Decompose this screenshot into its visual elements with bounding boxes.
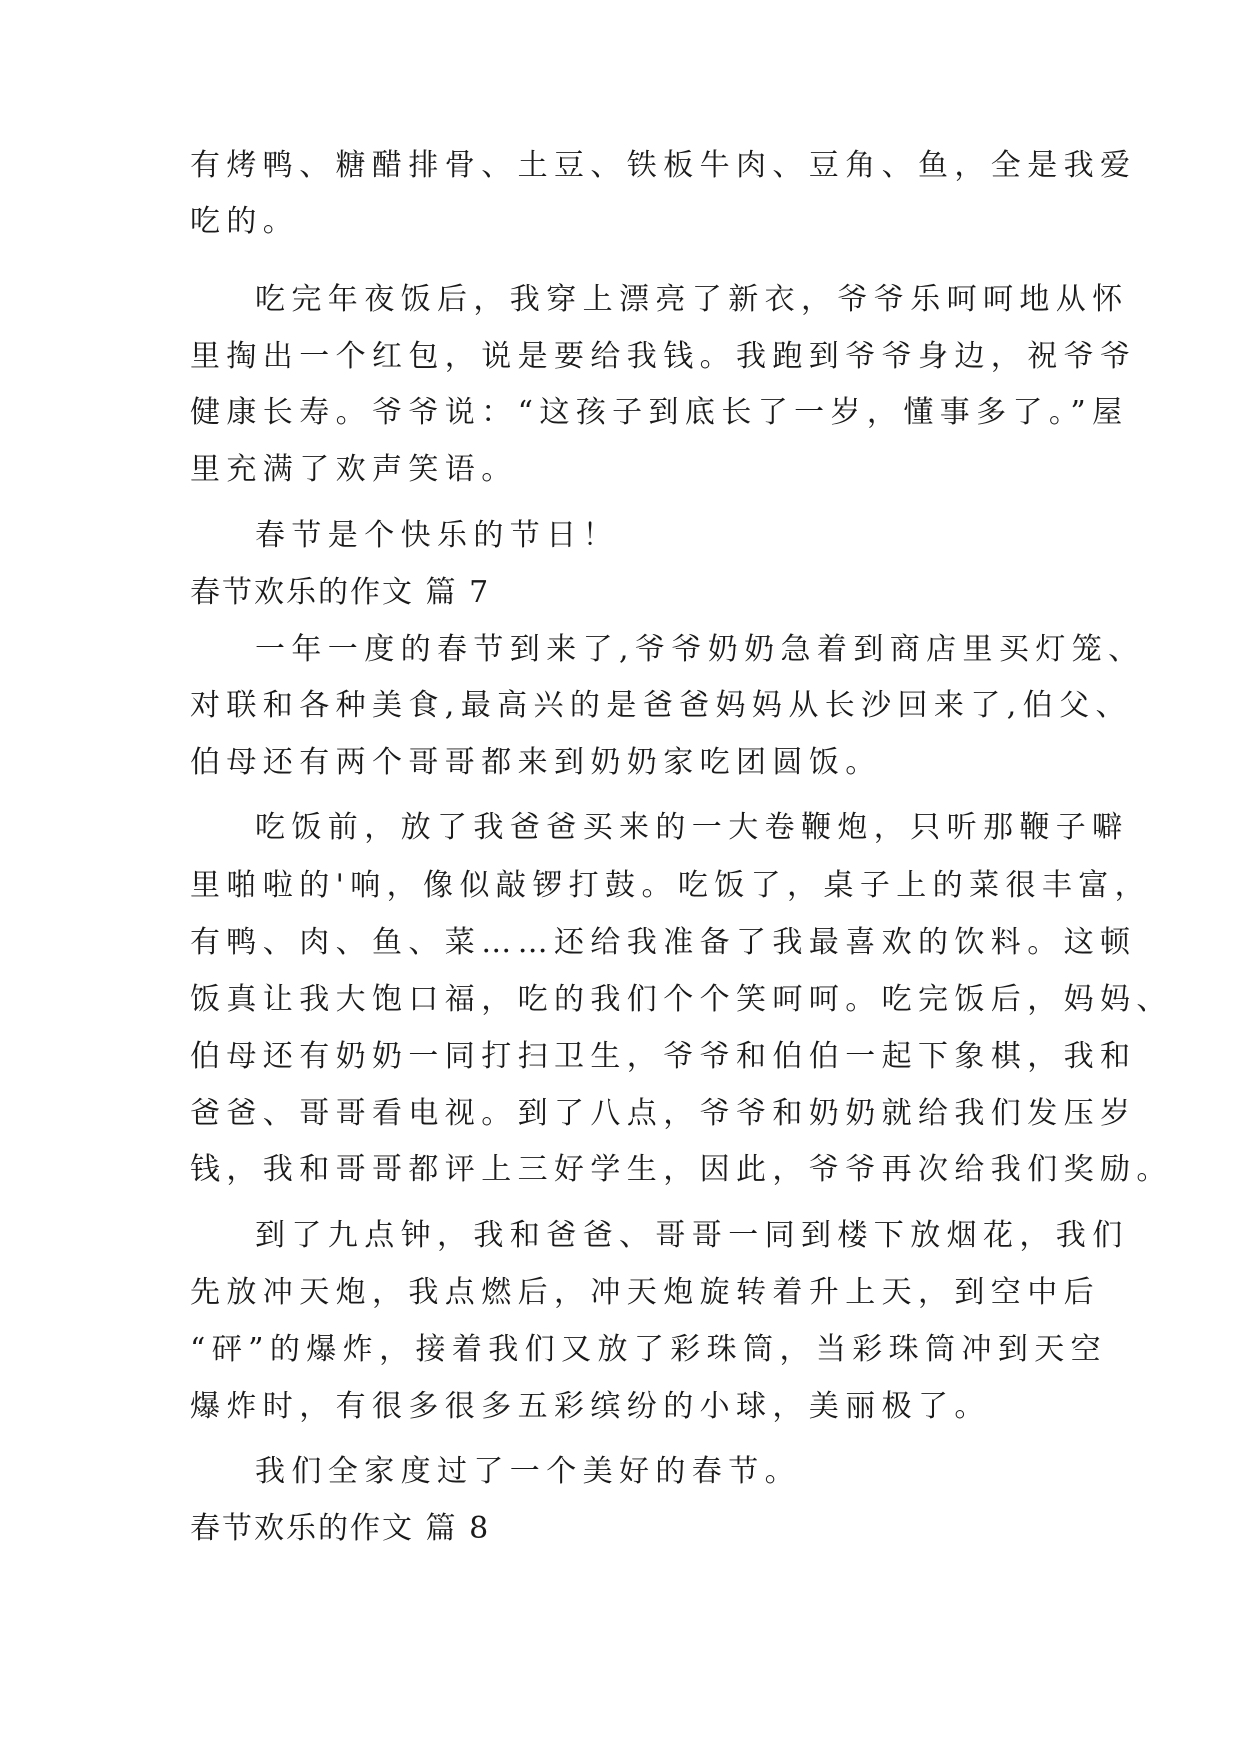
paragraph-line: 里充满了欢声笑语。: [190, 452, 518, 487]
paragraph-line: 吃的。: [190, 204, 300, 239]
paragraph-line: 有烤鸭、糖醋排骨、土豆、铁板牛肉、豆角、鱼，全是我爱: [190, 148, 1137, 183]
paragraph-line: 春节是个快乐的节日！: [255, 518, 619, 553]
paragraph-line: 里掏出一个红包，说是要给我钱。我跑到爷爷身边，祝爷爷: [190, 339, 1137, 374]
section-heading: 春节欢乐的作文 篇 8: [190, 1511, 491, 1546]
paragraph-line: 到了九点钟，我和爸爸、哥哥一同到楼下放烟花，我们: [255, 1218, 1129, 1253]
paragraph-line: 吃完年夜饭后，我穿上漂亮了新衣，爷爷乐呵呵地从怀: [255, 282, 1129, 317]
paragraph-line: 健康长寿。爷爷说：“这孩子到底长了一岁，懂事多了。”屋: [190, 395, 1129, 430]
paragraph-line: 里啪啦的'响，像似敲锣打鼓。吃饭了，桌子上的菜很丰富，: [190, 868, 1152, 903]
paragraph-line: 饭真让我大饱口福，吃的我们个个笑呵呵。吃完饭后，妈妈、: [190, 982, 1173, 1017]
paragraph-line: 一年一度的春节到来了,爷爷奶奶急着到商店里买灯笼、: [255, 632, 1145, 667]
paragraph-line: 先放冲天炮，我点燃后，冲天炮旋转着升上天，到空中后: [190, 1275, 1100, 1310]
section-heading: 春节欢乐的作文 篇 7: [190, 575, 491, 610]
paragraph-line: 伯母还有奶奶一同打扫卫生，爷爷和伯伯一起下象棋，我和: [190, 1039, 1137, 1074]
paragraph-line: “砰”的爆炸，接着我们又放了彩珠筒，当彩珠筒冲到天空: [190, 1332, 1108, 1367]
paragraph-line: 对联和各种美食,最高兴的是爸爸妈妈从长沙回来了,伯父、: [190, 688, 1132, 723]
paragraph-line: 爸爸、哥哥看电视。到了八点，爷爷和奶奶就给我们发压岁: [190, 1096, 1137, 1131]
paragraph-line: 我们全家度过了一个美好的春节。: [255, 1454, 801, 1489]
paragraph-line: 伯母还有两个哥哥都来到奶奶家吃团圆饭。: [190, 745, 882, 780]
paragraph-line: 爆炸时，有很多很多五彩缤纷的小球，美丽极了。: [190, 1389, 991, 1424]
paragraph-line: 有鸭、肉、鱼、菜……还给我准备了我最喜欢的饮料。这顿: [190, 925, 1137, 960]
paragraph-line: 钱，我和哥哥都评上三好学生，因此，爷爷再次给我们奖励。: [190, 1152, 1173, 1187]
paragraph-line: 吃饭前，放了我爸爸买来的一大卷鞭炮，只听那鞭子噼: [255, 810, 1129, 845]
